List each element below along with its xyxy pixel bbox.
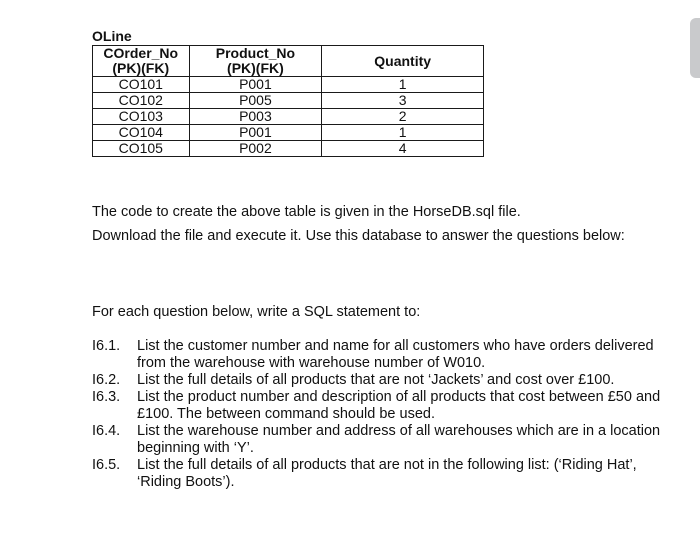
question-number: I6.5. bbox=[92, 457, 121, 473]
question-number: I6.3. bbox=[92, 389, 121, 405]
header-order-no bbox=[93, 46, 190, 77]
table-row bbox=[93, 109, 484, 125]
list-item bbox=[92, 338, 672, 372]
question-text: List the full details of all products that are not ‘Jackets’ and cost over £100. bbox=[137, 372, 615, 388]
header-product-no-line2: (PK)(FK) bbox=[227, 60, 284, 76]
cell-quantity: 3 bbox=[322, 93, 484, 109]
header-order-no-line2: (PK)(FK) bbox=[112, 60, 170, 76]
cell-order-no: CO105 bbox=[93, 141, 190, 157]
question-text: List the full details of all products that are not in the following list: (‘Riding Hat’, ‘Riding Boots’). bbox=[137, 457, 637, 490]
question-number: I6.2. bbox=[92, 372, 121, 388]
question-text: List the customer number and name for all customers who have orders delivered from the warehouse with warehouse number of W010. bbox=[137, 338, 654, 371]
table-row bbox=[93, 141, 484, 157]
header-product-no-line1: Product_No bbox=[215, 45, 296, 61]
cell-order-no: CO103 bbox=[93, 109, 190, 125]
list-item bbox=[92, 423, 672, 457]
header-quantity: Quantity bbox=[322, 46, 484, 77]
oline-table bbox=[92, 45, 484, 157]
table-header-row bbox=[93, 46, 484, 77]
table-row bbox=[93, 77, 484, 93]
cell-quantity: 4 bbox=[322, 141, 484, 157]
cell-order-no: CO104 bbox=[93, 125, 190, 141]
side-scroll-tab[interactable] bbox=[690, 18, 700, 78]
cell-product-no: P003 bbox=[189, 109, 322, 125]
cell-quantity: 1 bbox=[322, 77, 484, 93]
cell-product-no: P001 bbox=[189, 77, 322, 93]
cell-product-no: P002 bbox=[189, 141, 322, 157]
paragraph-table-source: The code to create the above table is given in the HorseDB.sql file. bbox=[92, 204, 521, 220]
header-product-no bbox=[189, 46, 322, 77]
paragraph-download-instructions: Download the file and execute it. Use this database to answer the questions below: bbox=[92, 228, 625, 244]
table-row bbox=[93, 93, 484, 109]
list-item bbox=[92, 457, 672, 491]
question-list bbox=[92, 338, 672, 491]
table-row bbox=[93, 125, 484, 141]
paragraph-question-intro: For each question below, write a SQL statement to: bbox=[92, 304, 421, 320]
question-number: I6.1. bbox=[92, 338, 121, 354]
header-order-no-line1: COrder_No bbox=[103, 45, 179, 61]
cell-order-no: CO102 bbox=[93, 93, 190, 109]
list-item bbox=[92, 389, 672, 423]
cell-product-no: P001 bbox=[189, 125, 322, 141]
cell-quantity: 1 bbox=[322, 125, 484, 141]
cell-product-no: P005 bbox=[189, 93, 322, 109]
question-number: I6.4. bbox=[92, 423, 121, 439]
table-title: OLine bbox=[92, 28, 132, 44]
cell-order-no: CO101 bbox=[93, 77, 190, 93]
list-item bbox=[92, 372, 672, 389]
cell-quantity: 2 bbox=[322, 109, 484, 125]
question-text: List the product number and description of all products that cost between £50 and £100. The between command should be used. bbox=[137, 389, 661, 422]
question-text: List the warehouse number and address of all warehouses which are in a location beginning with ‘Y’. bbox=[137, 423, 661, 456]
